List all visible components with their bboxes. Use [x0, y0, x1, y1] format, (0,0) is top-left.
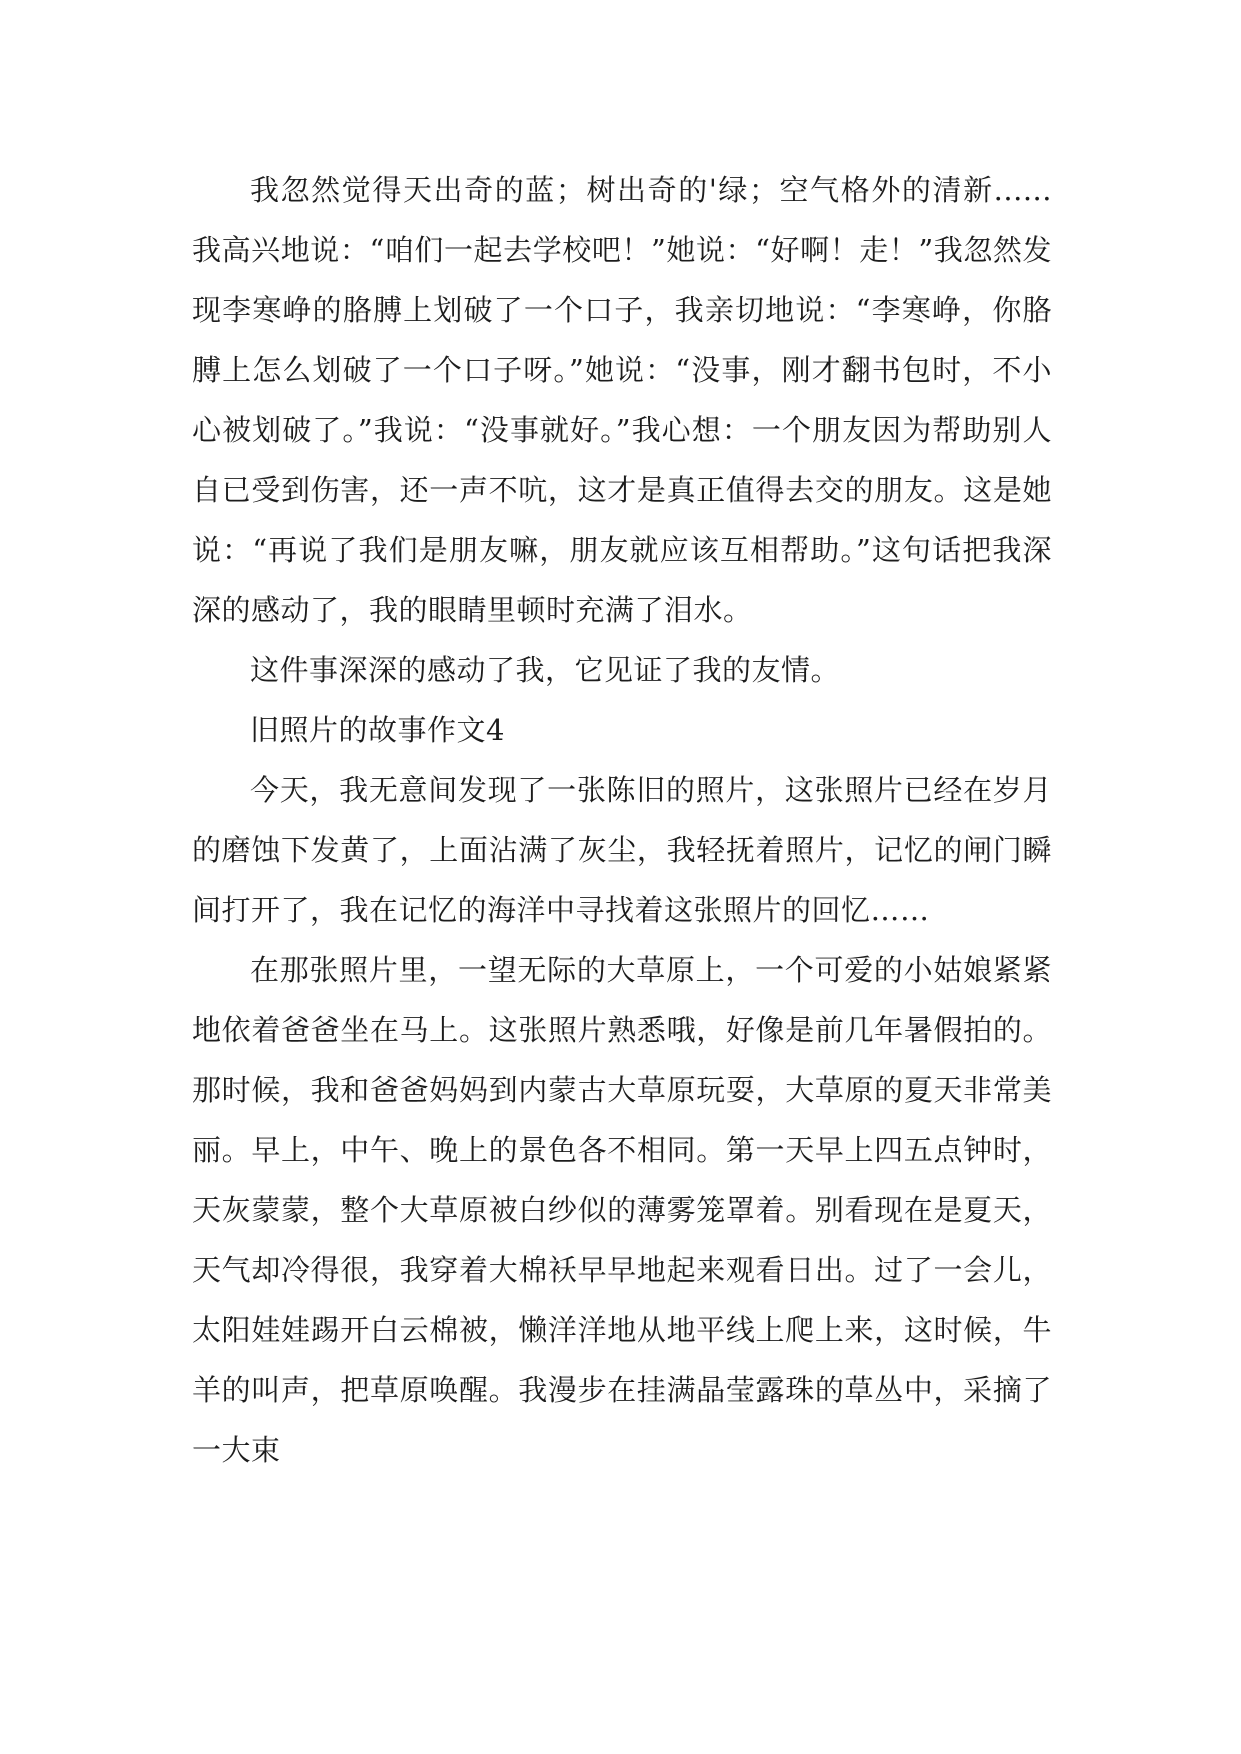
- paragraph-4: 在那张照片里，一望无际的大草原上，一个可爱的小姑娘紧紧地依着爸爸坐在马上。这张照片熟悉哦，好像是前几年暑假拍的。那时候，我和爸爸妈妈到内蒙古大草原玩耍，大草原的夏天非常美丽。早上，中午、晚上的景色各不相同。第一天早上四五点钟时，天灰蒙蒙，整个大草原被白纱似的薄雾笼罩着。别看现在是夏天，天气却冷得很，我穿着大棉袄早早地起来观看日出。过了一会儿，太阳娃娃踢开白云棉被，懒洋洋地从地平线上爬上来，这时候，牛羊的叫声，把草原唤醒。我漫步在挂满晶莹露珠的草丛中，采摘了一大束: [192, 953, 1052, 1467]
- paragraph-1: 我忽然觉得天出奇的蓝；树出奇的'绿；空气格外的清新......我高兴地说：“咱们一起去学校吧！”她说：“好啊！走！”我忽然发现李寒峥的胳膊上划破了一个口子，我亲切地说：“李寒峥，你胳膊上怎么划破了一个口子呀。”她说：“没事，刚才翻书包时，不小心被划破了。”我说：“没事就好。”我心想：一个朋友因为帮助别人自已受到伤害，还一声不吭，这才是真正值得去交的朋友。这是她说：“再说了我们是朋友嘛，朋友就应该互相帮助。”这句话把我深深的感动了，我的眼睛里顿时充满了泪水。: [192, 173, 1052, 627]
- paragraph-2: 这件事深深的感动了我，它见证了我的友情。: [250, 653, 841, 687]
- document-body: [192, 160, 1052, 1480]
- section-heading: 旧照片的故事作文4: [250, 713, 505, 747]
- paragraph-3: 今天，我无意间发现了一张陈旧的照片，这张照片已经在岁月的磨蚀下发黄了，上面沾满了灰尘，我轻抚着照片，记忆的闸门瞬间打开了，我在记忆的海洋中寻找着这张照片的回忆……: [192, 773, 1052, 927]
